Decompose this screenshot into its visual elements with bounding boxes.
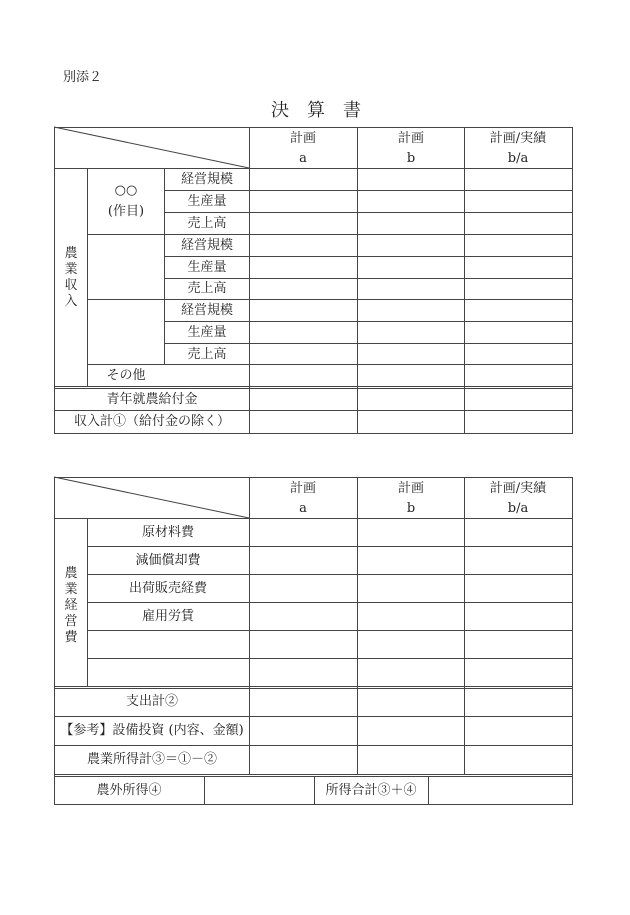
header-diagonal — [54, 127, 250, 169]
col-header-plan-a: 計画 — [289, 131, 317, 146]
crop-name: ○○ — [114, 183, 138, 198]
item-label: 生産量 — [187, 260, 227, 275]
item-label: 経営規模 — [180, 303, 234, 318]
expense-label: 雇用労賃 — [141, 609, 195, 624]
col-header-plan-b-sub: b — [406, 151, 416, 166]
income-total-label: 収入計①（給付金の除く） — [73, 414, 231, 429]
expense-total-label: 支出計② — [125, 694, 179, 709]
total-income-label: 所得合計③＋④ — [325, 783, 417, 798]
farm-income-label: 農業所得計③＝①－② — [86, 752, 218, 767]
col-header-plan-a: 計画 — [289, 481, 317, 496]
item-label: 生産量 — [187, 325, 227, 340]
item-label: 売上高 — [187, 281, 227, 296]
col-header-ratio-sub: b/a — [507, 151, 529, 166]
col-header-ratio: 計画/実績 — [489, 481, 547, 496]
page-title: 決 算 書 — [271, 100, 361, 121]
item-label: 売上高 — [187, 216, 227, 231]
subsidy-label: 青年就農給付金 — [106, 392, 198, 407]
non-farm-income-label: 農外所得④ — [96, 783, 162, 798]
col-header-plan-b: 計画 — [397, 481, 425, 496]
expense-group-label: 農業経営費 — [64, 566, 78, 645]
item-label: 生産量 — [187, 194, 227, 209]
header-diagonal — [54, 477, 250, 519]
expense-label: 出荷販売経費 — [128, 581, 208, 596]
col-header-ratio-sub: b/a — [507, 501, 529, 516]
item-label: 経営規模 — [180, 172, 234, 187]
expense-label: 原材料費 — [141, 525, 195, 540]
expense-label: 減価償却費 — [135, 553, 201, 568]
item-label: 経営規模 — [180, 238, 234, 253]
col-header-plan-a-sub: a — [299, 151, 307, 166]
item-label: 売上高 — [187, 347, 227, 362]
col-header-plan-b-sub: b — [406, 501, 416, 516]
investment-label: 【参考】設備投資 (内容、金額) — [60, 723, 244, 738]
income-group-label: 農業収入 — [64, 246, 78, 309]
attachment-label: 別添２ — [63, 70, 103, 85]
crop-note: (作目) — [107, 204, 145, 219]
other-label: その他 — [106, 368, 146, 383]
col-header-ratio: 計画/実績 — [489, 131, 547, 146]
col-header-plan-b: 計画 — [397, 131, 425, 146]
col-header-plan-a-sub: a — [299, 501, 307, 516]
